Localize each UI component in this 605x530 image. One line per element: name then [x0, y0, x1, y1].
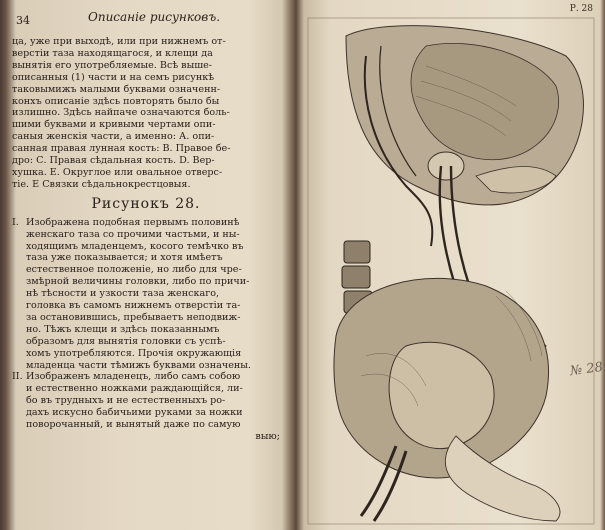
running-head: Описаніе рисунковъ.	[88, 10, 221, 24]
text-line: верстіи таза находящагося, и клещи да	[12, 47, 213, 59]
text-line: Изображена подобная первымъ половинѣ	[26, 216, 240, 228]
left-page	[4, 6, 286, 530]
page-number-right: Р. 28	[569, 4, 593, 14]
item-number: II.	[12, 371, 23, 383]
text-line: саныя женскія части, а именно: А. опи-	[12, 131, 215, 143]
text-line: нѣ тѣсности и узкости таза женскаго,	[26, 288, 220, 300]
text-line: вынятія его употребляемые. Всѣ выше-	[12, 59, 213, 71]
text-line: женскаго таза со прочими частьми, и ны-	[26, 228, 240, 240]
text-line: ходящимъ младенцемъ, косого темѣчко въ	[26, 240, 244, 252]
text-line: хушка. Е. Округлое или овальное отверс-	[12, 166, 223, 178]
text-line: конхъ описаніе здѣсь повторять было бы	[12, 95, 220, 107]
text-line: излишно. Здѣсь найпаче означаются боль-	[12, 107, 230, 119]
text-line: таковымижъ малыми буквами означенн-	[12, 83, 221, 95]
right-page	[298, 0, 605, 530]
text-line: хомъ употребляются. Прочія окружающія	[26, 347, 242, 359]
text-line: бо въ трудныхъ и не естественныхъ ро-	[26, 395, 226, 407]
text-line: и естественно ножками раждающійся, ли-	[26, 383, 243, 395]
text-line: санная правая лунная кость: В. Правое бе-	[12, 143, 231, 155]
text-line: ца, уже при выходѣ, или при нижнемъ от-	[12, 36, 226, 47]
text-line: тіе. Е Связки сѣдальнокрестцовыя.	[12, 178, 191, 190]
text-line: за остановившись, пребываетъ неподвиж-	[26, 311, 241, 323]
page-number-left: 34	[16, 14, 30, 27]
text-line: описанныя (1) части и на семъ рисункѣ	[12, 71, 215, 83]
text-line: поворочанный, и вынятый даже по самую	[26, 419, 241, 431]
text-line: шими буквами и кривыми чертами опи-	[12, 119, 216, 131]
text-line: дахъ искусно бабичьими руками за ножки	[26, 407, 243, 419]
figure-heading: Рисунокъ 28.	[91, 195, 201, 212]
text-line: головка въ самомъ нижнемъ отверстіи та-	[26, 300, 241, 312]
left-page-text	[12, 36, 280, 443]
text-line: младенца части тѣмижъ буквами означены.	[26, 359, 251, 371]
text-line: естественное положеніе, но либо для чре-	[26, 264, 242, 276]
text-line: дро: С. Правая сѣдальная кость. D. Вер-	[12, 155, 215, 167]
text-line: Изображенъ младенецъ, либо самъ собою	[26, 371, 241, 383]
text-line: выю;	[255, 431, 280, 442]
list-item	[12, 217, 280, 372]
text-line: образомъ для вынятія головки съ успѣ-	[26, 335, 226, 347]
plate-number-label: № 28	[569, 359, 604, 380]
anatomical-plate-illustration	[306, 16, 596, 526]
intro-paragraph	[12, 36, 280, 191]
item-number: I.	[12, 216, 19, 228]
list-item	[12, 371, 280, 442]
text-line: змѣрной величины головки, либо по причи-	[26, 276, 250, 288]
text-line: таза уже показывается; и хотя имѣетъ	[26, 252, 223, 264]
text-line: но. Тѣжъ клещи и здѣсь показаннымъ	[26, 323, 220, 335]
